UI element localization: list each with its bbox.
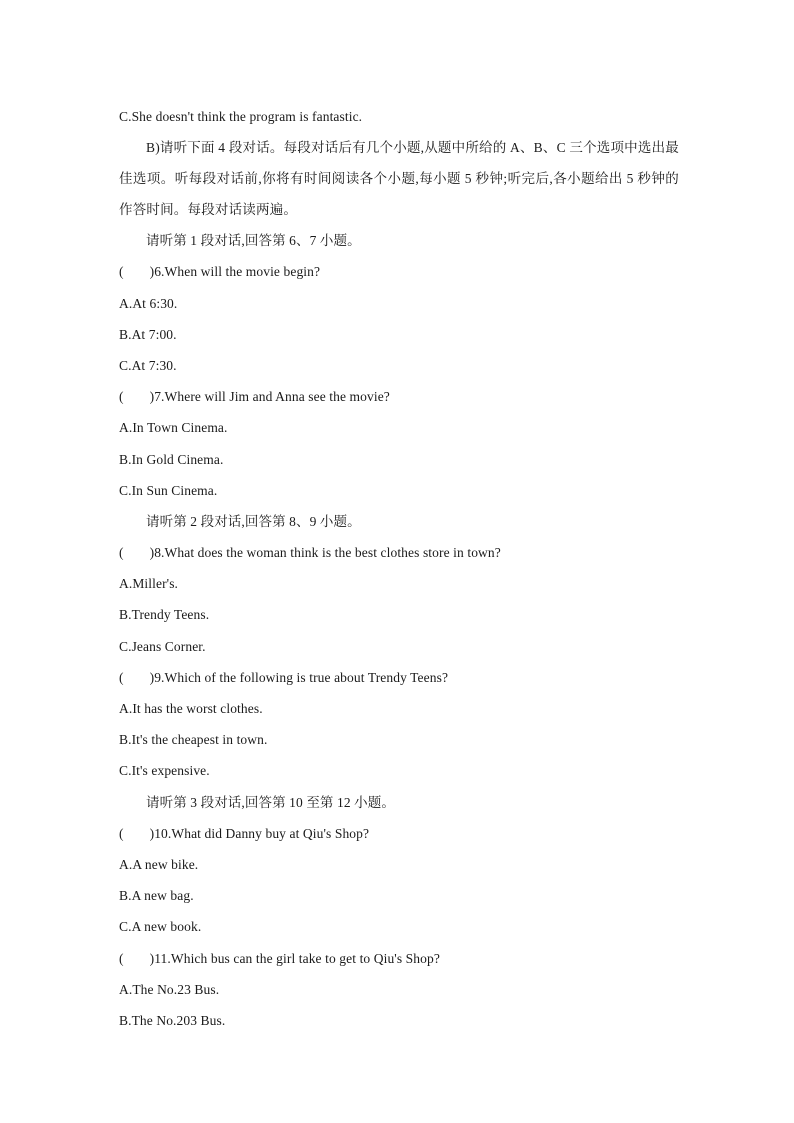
question-7 — [119, 381, 679, 412]
answer-blank-open: ( — [119, 264, 124, 280]
question-6-option-b: B.At 7:00. — [119, 326, 177, 342]
section-b-instruction: B)请听下面 4 段对话。每段对话后有几个小题,从题中所给的 A、B、C 三个选项中选出最佳选项。听每段对话前,你将有时间阅读各个小题,每小题 5 秒钟;听完后,各小题给出 5 秒钟的作答时间。每段对话读两遍。 — [119, 140, 679, 218]
answer-blank-open: ( — [119, 825, 124, 841]
question-9-text: )9.Which of the following is true about Trendy Teens? — [149, 669, 449, 685]
question-11-option-a: A.The No.23 Bus. — [119, 981, 220, 997]
question-8 — [119, 537, 679, 568]
document-content — [119, 101, 679, 1036]
question-11-option-b: B.The No.203 Bus. — [119, 1012, 226, 1028]
dialogue-2-instruction: 请听第 2 段对话,回答第 8、9 小题。 — [146, 513, 361, 529]
question-8-option-b: B.Trendy Teens. — [119, 607, 210, 623]
question-8-option-a: A.Miller's. — [119, 576, 179, 592]
answer-blank-open: ( — [119, 950, 124, 966]
question-9 — [119, 662, 679, 693]
question-6 — [119, 256, 679, 287]
answer-blank-open: ( — [119, 545, 124, 561]
question-7-option-b: B.In Gold Cinema. — [119, 451, 224, 467]
question-6-option-c: C.At 7:30. — [119, 357, 177, 373]
question-10-text: )10.What did Danny buy at Qiu's Shop? — [149, 825, 370, 841]
question-10 — [119, 818, 679, 849]
question-9-option-a: A.It has the worst clothes. — [119, 701, 263, 716]
question-9-option-b: B.It's the cheapest in town. — [119, 732, 268, 748]
question-7-option-c: C.In Sun Cinema. — [119, 482, 218, 498]
question-10-option-a: A.A new bike. — [119, 856, 199, 872]
question-7-option-a: A.In Town Cinema. — [119, 420, 228, 436]
answer-blank-open: ( — [119, 669, 124, 685]
dialogue-3-instruction: 请听第 3 段对话,回答第 10 至第 12 小题。 — [146, 794, 395, 810]
question-11-text: )11.Which bus can the girl take to get to Qiu's Shop? — [149, 950, 440, 966]
intro-option-c: C.She doesn't think the program is fantastic. — [119, 109, 363, 124]
question-8-option-c: C.Jeans Corner. — [119, 638, 206, 654]
question-7-text: )7.Where will Jim and Anna see the movie? — [149, 389, 390, 405]
question-8-text: )8.What does the woman think is the best clothes store in town? — [149, 545, 501, 561]
question-11 — [119, 943, 679, 974]
question-6-option-a: A.At 6:30. — [119, 295, 178, 311]
dialogue-1-instruction: 请听第 1 段对话,回答第 6、7 小题。 — [146, 233, 361, 249]
question-9-option-c: C.It's expensive. — [119, 763, 210, 779]
answer-blank-open: ( — [119, 389, 124, 405]
question-10-option-b: B.A new bag. — [119, 888, 194, 904]
question-10-option-c: C.A new book. — [119, 919, 202, 935]
question-6-text: )6.When will the movie begin? — [149, 264, 321, 280]
